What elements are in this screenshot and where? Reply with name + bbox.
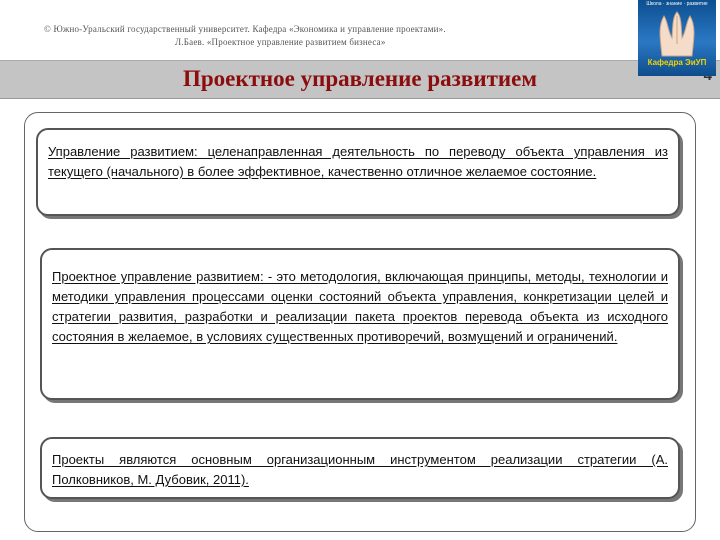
slide-title: Проектное управление развитием: [182, 66, 538, 91]
quote-text: Проекты являются основным организационным инструментом реализации стратегии (А. Полковников, М. Дубовик, 2011).: [52, 452, 668, 487]
definition-text: Управление развитием: целенаправленная деятельность по переводу объекта управления из текущего (начального) в более эффективное, качественно отличное желаемое состояние.: [48, 144, 668, 179]
header-copyright-line: © Южно-Уральский государственный университет. Кафедра «Экономика и управление проектами».: [44, 24, 446, 34]
definition-text: Проектное управление развитием: - это методология, включающая принципы, методы, технологии и методики управления процессами оценки состояний объекта управления, конкретизации целей и стратегии развития, разработки и реализации пакета проектов перевода объекта из исходного состояния в желаемое, в условиях существенных противоречий, возмущений и ограничений.: [52, 269, 668, 344]
department-logo: [638, 0, 716, 76]
logo-top-caption: Школа · знание · развитие: [646, 1, 708, 7]
title-bar: [0, 60, 720, 99]
logo-caption: Кафедра ЭиУП: [647, 58, 707, 67]
hands-emblem-icon: [652, 8, 702, 58]
quote-card-projects: [40, 437, 680, 499]
header-course-line: Л.Баев. «Проектное управление развитием бизнеса»: [175, 37, 386, 47]
definition-card-development-management: [36, 128, 680, 216]
definition-card-project-management: [40, 248, 680, 400]
